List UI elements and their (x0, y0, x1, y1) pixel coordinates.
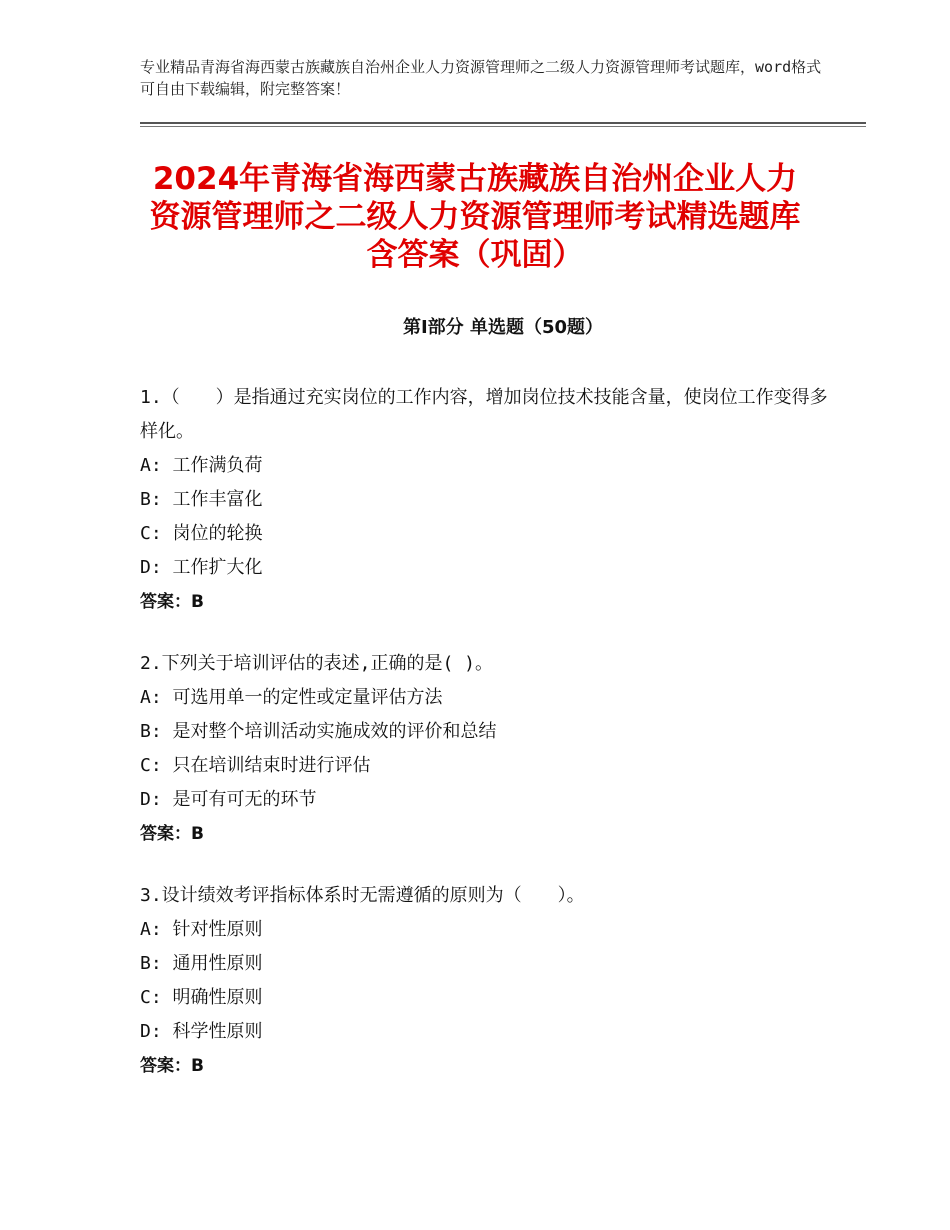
option-d: D: 工作扩大化 (140, 557, 263, 578)
option-a: A: 工作满负荷 (140, 455, 263, 476)
option-d: D: 科学性原则 (140, 1021, 263, 1042)
header-note: 专业精品青海省海西蒙古族藏族自治州企业人力资源管理师之二级人力资源管理师考试题库，word格式可自由下载编辑，附完整答案！ (140, 58, 822, 98)
question-list (140, 381, 840, 1111)
option-b: B: 工作丰富化 (140, 489, 263, 510)
question-1 (140, 381, 840, 619)
section-title: 第Ⅰ部分 单选题（50题） (402, 317, 603, 338)
option-b: B: 是对整个培训活动实施成效的评价和总结 (140, 721, 497, 742)
answer-label: 答案：B (140, 1056, 204, 1076)
option-a: A: 可选用单一的定性或定量评估方法 (140, 687, 443, 708)
question-stem: 1.（ ）是指通过充实岗位的工作内容，增加岗位技术技能含量，使岗位工作变得多样化。 (140, 387, 828, 442)
option-c: C: 明确性原则 (140, 987, 263, 1008)
question-3 (140, 879, 840, 1083)
option-a: A: 针对性原则 (140, 919, 263, 940)
question-2 (140, 647, 840, 851)
option-b: B: 通用性原则 (140, 953, 263, 974)
header-divider (140, 122, 866, 124)
question-stem: 2.下列关于培训评估的表述,正确的是( )。 (140, 653, 494, 674)
document-title: 2024年青海省海西蒙古族藏族自治州企业人力资源管理师之二级人力资源管理师考试精选题库含答案（巩固） (149, 161, 801, 273)
answer-label: 答案：B (140, 824, 204, 844)
question-stem: 3.设计绩效考评指标体系时无需遵循的原则为（ ）。 (140, 885, 585, 906)
option-c: C: 岗位的轮换 (140, 523, 263, 544)
header-divider-thin (140, 126, 866, 127)
option-c: C: 只在培训结束时进行评估 (140, 755, 371, 776)
answer-label: 答案：B (140, 592, 204, 612)
option-d: D: 是可有可无的环节 (140, 789, 317, 810)
